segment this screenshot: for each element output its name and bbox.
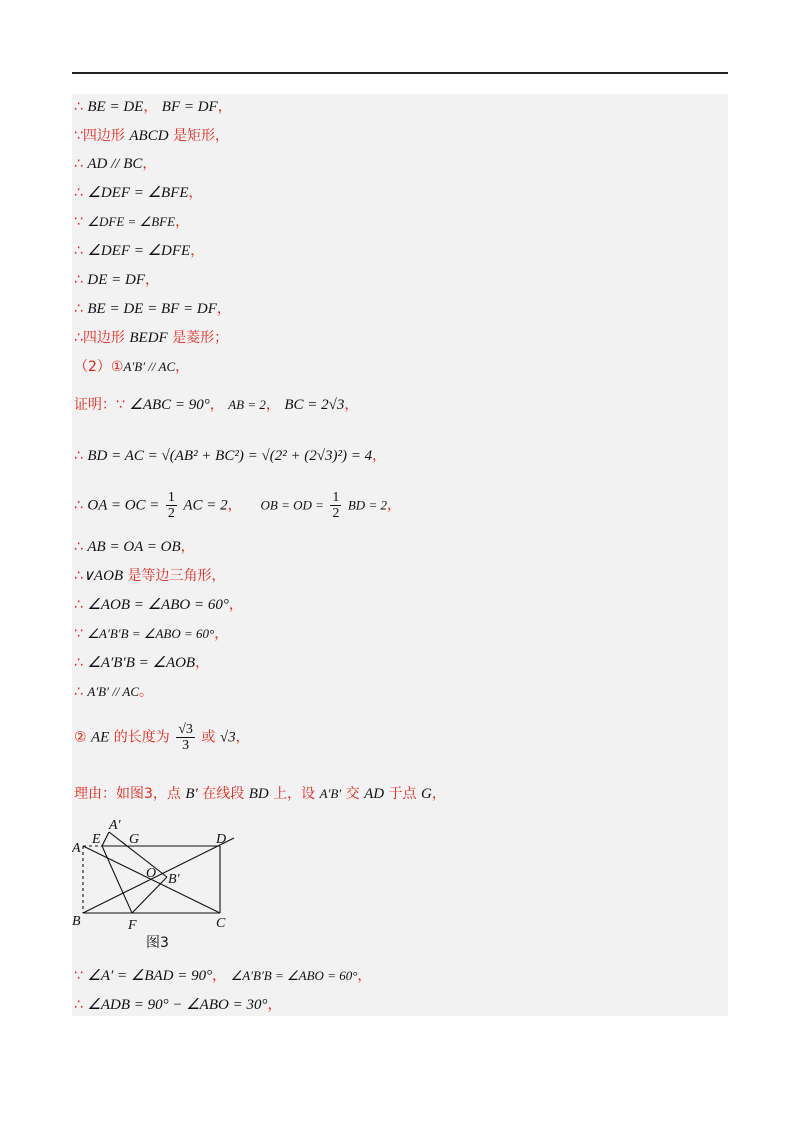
math-expr: G — [421, 786, 432, 802]
math-expr: BC = 2√3 — [284, 397, 345, 413]
solution-line — [74, 537, 195, 557]
label-O: O — [146, 866, 157, 881]
math-expr: ∠A′B′B = ∠ABO = 60° — [230, 968, 358, 983]
therefore-symbol: ∴ — [74, 655, 83, 671]
punct: ， — [227, 497, 242, 514]
math-expr: ∠A′B′B = ∠AOB — [87, 655, 196, 671]
solution-line — [74, 270, 159, 290]
solution-line — [74, 595, 243, 615]
text: 或 — [201, 729, 220, 746]
text: 是矩形， — [168, 128, 229, 144]
solution-line — [74, 722, 250, 753]
therefore-symbol: ∴ — [74, 568, 83, 584]
math-expr: AE — [91, 729, 110, 746]
math-expr: BD = 2 — [347, 497, 387, 513]
punct: ， — [431, 786, 446, 802]
fraction — [330, 490, 341, 521]
label-B: B — [72, 914, 81, 929]
part-label: （2）① — [74, 359, 124, 375]
punct: ， — [188, 185, 203, 201]
figure-caption: 图3 — [146, 935, 169, 951]
solution-line — [74, 653, 209, 673]
math-expr: BEDF — [129, 330, 168, 346]
punct: ， — [217, 99, 232, 115]
punct: ， — [195, 655, 210, 671]
fraction-numerator: 1 — [332, 490, 340, 505]
punct: ， — [143, 99, 158, 115]
text: 的长度为 — [109, 729, 175, 746]
therefore-symbol: ∴ — [74, 156, 83, 172]
math-expr: ∠A′B′B = ∠ABO = 60° — [87, 626, 215, 641]
label-C: C — [216, 916, 226, 931]
punct: ， — [265, 397, 280, 413]
punct: ， — [209, 397, 224, 413]
punct: ， — [386, 497, 401, 514]
therefore-symbol: ∴ — [74, 597, 83, 613]
math-expr: ∠ABC = 90° — [129, 397, 210, 413]
therefore-symbol: ∴ — [74, 684, 83, 700]
math-expr: AD // BC — [87, 156, 143, 172]
text: 交 — [341, 786, 365, 802]
therefore-symbol: ∴ — [74, 185, 83, 201]
solution-line — [74, 395, 358, 415]
math-expr: ∠DFE = ∠BFE — [87, 214, 176, 229]
solution-line — [74, 446, 386, 466]
math-expr: BF = DF — [161, 99, 218, 115]
punct: ， — [190, 243, 205, 259]
text: 是等边三角形， — [123, 568, 226, 584]
segment-EA-prime — [102, 832, 109, 846]
fraction-numerator: 1 — [167, 490, 175, 505]
math-expr: ABCD — [129, 128, 169, 144]
because-symbol: ∵ — [74, 626, 83, 642]
therefore-symbol: ∴ — [74, 539, 83, 555]
label-A-prime: A′ — [109, 818, 121, 833]
because-symbol: ∵ — [74, 128, 83, 144]
math-expr: AD — [364, 786, 385, 802]
math-expr: A′B′ // AC — [123, 359, 176, 374]
solution-line — [74, 357, 189, 377]
fraction — [176, 722, 195, 753]
fraction-denominator: 2 — [167, 506, 175, 521]
math-expr: BE = DE = BF = DF — [87, 301, 217, 317]
punct: ， — [180, 539, 195, 555]
math-expr: ∨AOB — [82, 568, 124, 584]
math-expr: OA = OC = — [87, 497, 160, 514]
therefore-symbol: ∴ — [74, 330, 83, 346]
text: 于点 — [384, 786, 422, 802]
text: 在线段 — [197, 786, 249, 802]
solution-line — [74, 566, 226, 586]
solution-line — [74, 784, 446, 804]
solution-line — [74, 154, 156, 174]
because-symbol: ∵ — [74, 214, 83, 230]
solution-line — [74, 682, 153, 702]
math-expr: DE = DF — [87, 272, 145, 288]
label-E: E — [92, 832, 101, 847]
segment-B-prime-F — [132, 877, 167, 913]
punct: ， — [228, 597, 243, 613]
text: 四边形 — [82, 128, 130, 144]
punct: 。 — [139, 684, 154, 700]
math-expr: A′B′ // AC — [87, 684, 140, 699]
label-D: D — [216, 832, 227, 847]
solution-line — [74, 624, 228, 644]
text: 四边形 — [82, 330, 130, 346]
math-expr: A′B′ — [319, 786, 342, 801]
solution-line — [74, 241, 204, 261]
math-expr: ∠ADB = 90° − ∠ABO = 30° — [87, 997, 268, 1013]
math-expr: AB = 2 — [228, 397, 266, 412]
diagonal-BD — [83, 838, 234, 913]
fraction-numerator: √3 — [178, 722, 193, 737]
solution-line — [74, 966, 371, 986]
math-expr: AB = OA = OB — [87, 539, 181, 555]
math-expr: OB = OD = — [260, 497, 324, 513]
fraction-denominator: 2 — [332, 506, 340, 521]
solution-line — [74, 299, 231, 319]
fraction-denominator: 3 — [182, 738, 190, 753]
punct: ， — [175, 359, 190, 375]
header-rule — [72, 72, 728, 74]
math-expr: B′ — [185, 786, 198, 802]
punct: ， — [357, 968, 372, 984]
label-F: F — [128, 918, 137, 933]
part-label: ② — [74, 729, 92, 746]
solution-line — [74, 212, 189, 232]
punct: ， — [212, 968, 227, 984]
proof-label: 证明：∵ — [74, 397, 125, 413]
label-B-prime: B′ — [168, 872, 180, 887]
punct: ， — [175, 214, 190, 230]
fraction — [166, 490, 177, 521]
math-expr: BD — [248, 786, 269, 802]
therefore-symbol: ∴ — [74, 301, 83, 317]
punct: ， — [142, 156, 157, 172]
math-expr: BD = AC = √(AB² + BC²) = √(2² + (2√3)²) = 4 — [87, 448, 373, 464]
label-G: G — [129, 832, 140, 847]
therefore-symbol: ∴ — [74, 272, 83, 288]
text: 理由：如图3，点 — [74, 786, 186, 802]
solution-line — [74, 328, 228, 348]
solution-line — [74, 995, 281, 1015]
text: 上，设 — [268, 786, 320, 802]
punct: ， — [267, 997, 282, 1013]
therefore-symbol: ∴ — [74, 243, 83, 259]
therefore-symbol: ∴ — [74, 997, 83, 1013]
math-expr: ∠DEF = ∠DFE — [87, 243, 191, 259]
solution-line — [74, 183, 203, 203]
label-A: A — [72, 841, 81, 856]
therefore-symbol: ∴ — [74, 448, 83, 464]
math-expr: ∠AOB = ∠ABO = 60° — [87, 597, 229, 613]
text: 是菱形； — [167, 330, 229, 346]
solution-line — [74, 97, 232, 117]
punct: ， — [214, 626, 229, 642]
punct: ， — [344, 397, 359, 413]
because-symbol: ∵ — [74, 968, 83, 984]
punct: ， — [216, 301, 231, 317]
therefore-symbol: ∴ — [74, 99, 83, 115]
punct: ， — [235, 729, 250, 746]
math-expr: AC = 2 — [183, 497, 228, 514]
math-expr: ∠DEF = ∠BFE — [87, 185, 189, 201]
punct: ， — [145, 272, 159, 288]
punct: ， — [372, 448, 387, 464]
therefore-symbol: ∴ — [74, 497, 83, 514]
segment-EF — [102, 846, 132, 913]
math-expr: ∠A′ = ∠BAD = 90° — [87, 968, 213, 984]
math-expr: BE = DE — [87, 99, 144, 115]
solution-line — [74, 490, 401, 521]
math-expr: √3 — [219, 729, 236, 746]
solution-line — [74, 126, 229, 146]
